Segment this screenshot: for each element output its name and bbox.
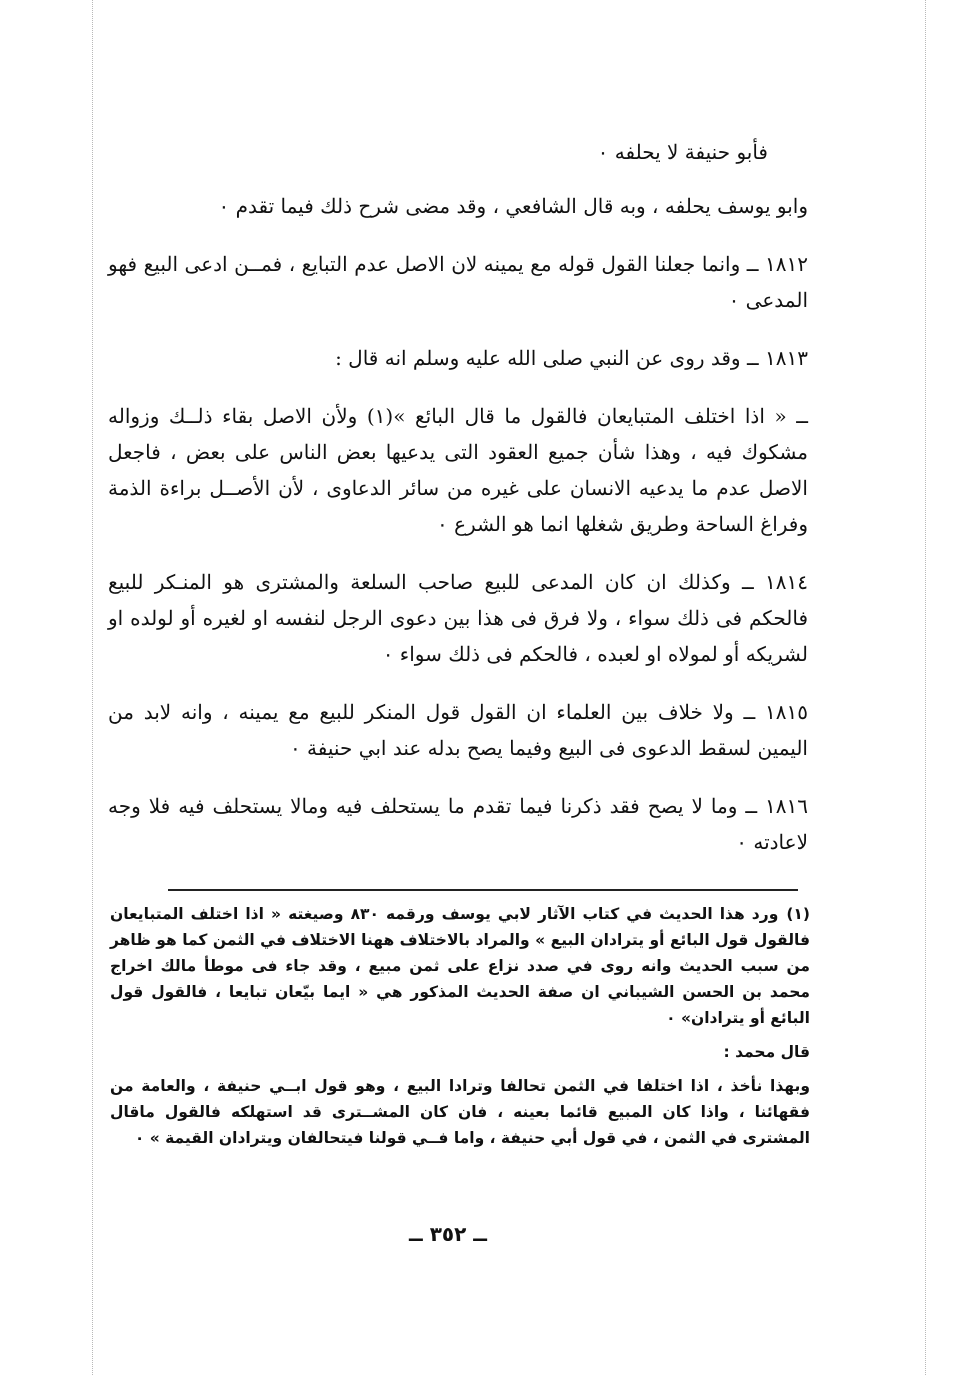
paragraph-hadith: ــ « اذا اختلف المتبايعان فالقول ما قال البائع »(١) ولأن الاصل بقاء ذلــك وزواله مشكوك فيه ، وهذا شأن جميع العقود التى يدعيها بعض الناس على بعض ، فاجعل الاصل عدم ما يدعيه الانسان على غيره من سائر الدعاوى ، لأن الأصــل براءة الذمة وفراغ الساحة وطريق شغلها انما هو الشرع ٠ <box>108 404 808 536</box>
paragraph-1813: ١٨١٣ ــ وقد روى عن النبي صلى الله عليه وسلم انه قال : <box>335 346 808 370</box>
paragraph-abu-yusuf: وابو يوسف يحلفه ، وبه قال الشافعي ، وقد مضى شرح ذلك فيما تقدم ٠ <box>218 194 808 218</box>
paragraph-1815: ١٨١٥ ــ ولا خلاف بين العلماء ان القول قول المنكر للبيع مع يمينه ، وانه لابد من اليمين لسقط الدعوى فى البيع وفيما يصح بدله عند ابي حنيفة ٠ <box>108 700 808 760</box>
footnote-1-text: ورد هذا الحديث في كتاب الآثار لابي يوسف ورقمه ٨٣٠ وصيغته « اذا اختلف المتبايعان فالقول قول البائع أو يترادان البيع » والمراد بالاختلاف ههنا الاختلاف في الثمن كما هو ظاهر من سبب الحديث وانه روى في صدد نزاع على ثمن مبيع ، وقد جاء فى موطأ مالك اخراج محمد بن الحسن الشيباني ان صفة الحديث المذكور هي « ايما بيّعان تبايعا ، فالقول قول البائع أو يترادان» ٠ <box>110 905 810 1027</box>
main-text <box>108 128 808 882</box>
footnote-separator <box>168 889 798 891</box>
footnotes <box>110 901 810 1159</box>
scan-margin-dots-left <box>92 0 93 1375</box>
paragraph-abu-hanifa: فأبو حنيفة لا يحلفه ٠ <box>597 140 768 164</box>
paragraph-1812: ١٨١٢ ــ وانما جعلنا القول قوله مع يمينه لان الاصل عدم التبايع ، فمــن ادعى البيع فهو المدعى ٠ <box>108 252 808 312</box>
paragraph-1816: ١٨١٦ ــ وما لا يصح فقد ذكرنا فيما تقدم ما يستحلف فيه ومالا يستحلف فيه فلا وجه لاعادته ٠ <box>108 794 808 854</box>
footnote-marker: (١) <box>786 905 810 923</box>
page-number: ــ ٣٥٢ ــ <box>409 1222 487 1246</box>
footnote-1 <box>110 901 810 1031</box>
footnote-quote-intro: قال محمد : <box>723 1043 810 1061</box>
scan-margin-dots-right <box>925 0 926 1375</box>
footnote-quote: وبهذا نأخذ ، اذا اختلفا في الثمن تحالفا وترادا البيع ، وهو قول ابــي حنيفة ، والعامة من فقهائنا ، واذا كان المبيع قائما بعينه ، فان كان المشــترى قد استهلكه فالقول ماقال المشترى في الثمن ، في قول أبي حنيفة ، واما فــي قولنا فيتحالفان ويترادان القيمة » ٠ <box>110 1077 810 1147</box>
paragraph-1814: ١٨١٤ ــ وكذلك ان كان المدعى للبيع صاحب السلعة والمشترى هو المنـكر للبيع فالحكم فى ذلك سواء ، ولا فرق فى هذا بين دعوى الرجل لنفسه او لغيره أو لولده او لشريكه أو لمولاه او لعبده ، فالحكم فى ذلك سواء ٠ <box>108 570 808 666</box>
